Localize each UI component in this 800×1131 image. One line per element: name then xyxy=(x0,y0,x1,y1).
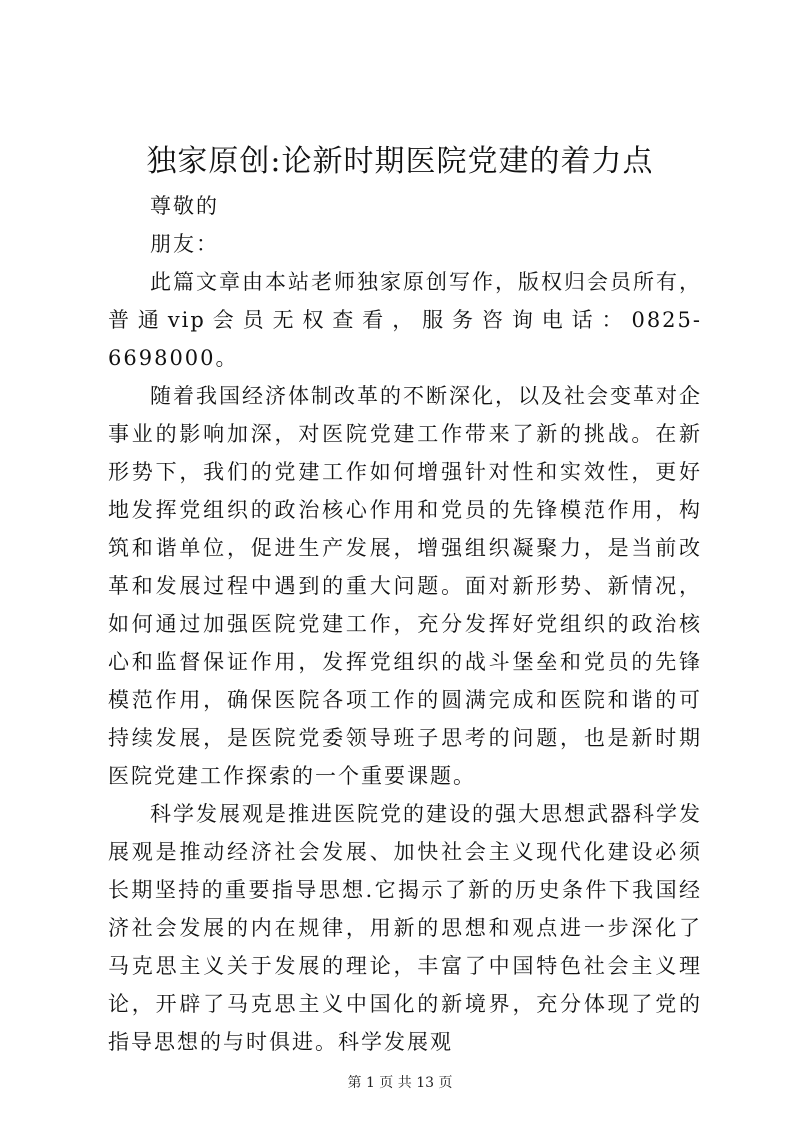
page-number-footer: 第 1 页 共 13 页 xyxy=(347,1075,453,1091)
paragraph-introduction: 随着我国经济体制改革的不断深化，以及社会变革对企事业的影响加深，对医院党建工作带来了新的挑战。在新形势下，我们的党建工作如何增强针对性和实效性，更好地发挥党组织的政治核心作用和党员的先锋模范作用，构筑和谐单位，促进生产发展，增强组织凝聚力，是当前改革和发展过程中遇到的重大问题。面对新形势、新情况，如何通过加强医院党建工作，充分发挥好党组织的政治核心和监督保证作用，发挥党组织的战斗堡垒和党员的先锋模范作用，确保医院各项工作的圆满完成和医院和谐的可持续发展，是医院党委领导班子思考的问题，也是新时期医院党建工作探索的一个重要课题。 xyxy=(108,384,702,788)
greeting-line-1: 尊敬的 xyxy=(150,194,219,218)
paragraph-scientific-outlook: 科学发展观是推进医院党的建设的强大思想武器科学发展观是推动经济社会发展、加快社会主义现代化建设必须长期坚持的重要指导思想.它揭示了新的历史条件下我国经济社会发展的内在规律，用新的思想和观点进一步深化了马克思主义关于发展的理论，丰富了中国特色社会主义理论，开辟了马克思主义中国化的新境界，充分体现了党的指导思想的与时俱进。科学发展观 xyxy=(108,802,702,1054)
document-title: 独家原创:论新时期医院党建的着力点 xyxy=(146,144,654,179)
paragraph-copyright-notice: 此篇文章由本站老师独家原创写作，版权归会员所有，普通vip会员无权查看，服务咨询电话：0825-6698000。 xyxy=(108,270,702,370)
document-body xyxy=(108,187,702,1061)
greeting-line-2: 朋友： xyxy=(150,232,219,256)
